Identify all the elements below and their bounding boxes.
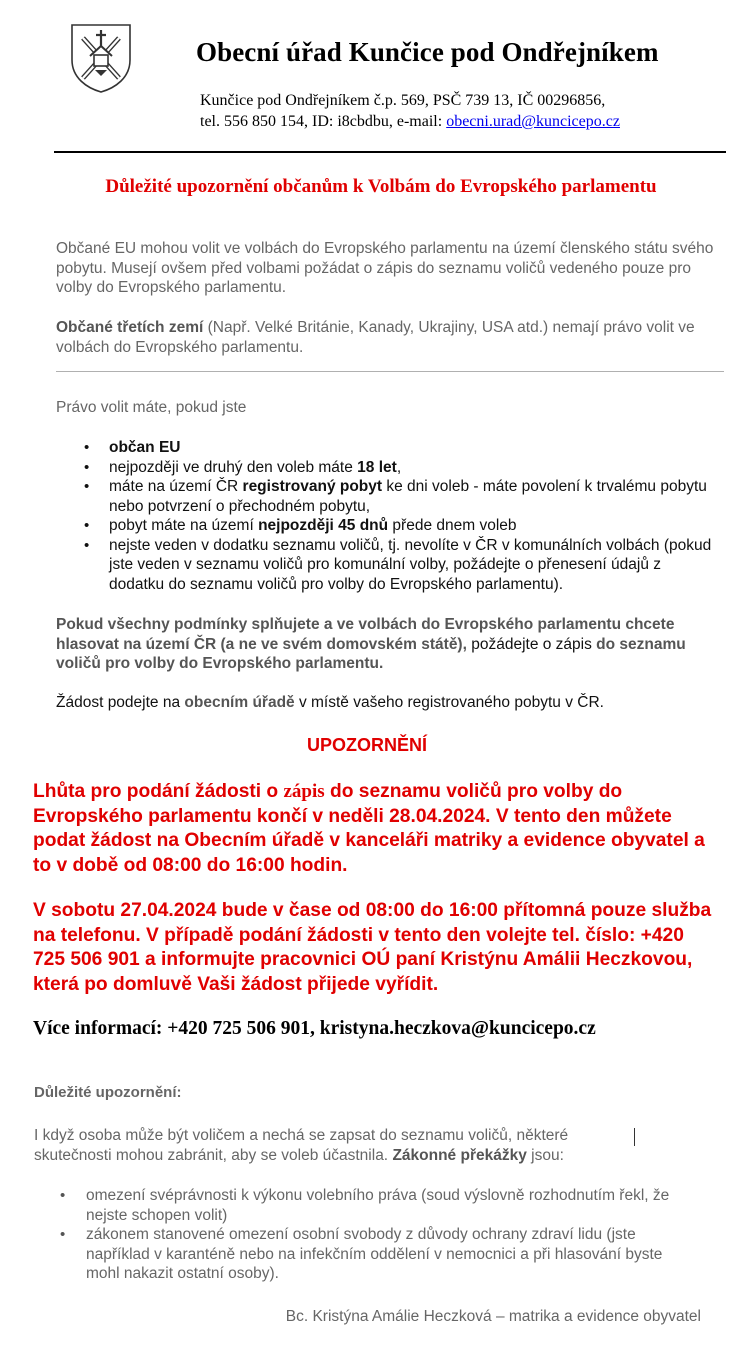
conditions-paragraph (56, 615, 726, 674)
conditions-bold-2: do seznamu voličů pro volby do Evropského parlamentu. (56, 635, 686, 672)
text-cursor (634, 1128, 635, 1146)
page-title: Důležité upozornění občanům k Volbám do Evropského parlamentu (105, 176, 657, 197)
address-line-2 (200, 111, 620, 132)
eligibility-list (56, 438, 716, 594)
organization-address (200, 90, 620, 132)
contact-info: tel. 556 850 154, ID: i8cbdbu, e-mail: (200, 113, 447, 130)
important-notice-heading: Důležité upozornění: (34, 1084, 182, 1101)
important-notice-text: I když osoba může být voličem a nechá se zapsat do seznamu voličů, některé skutečnosti mohou zabránit, aby se voleb účastnila. Zákonné překážky jsou: (34, 1127, 569, 1164)
section-divider (56, 371, 724, 372)
warning-heading: UPOZORNĚNÍ (306, 735, 427, 755)
deadline-paragraph: Lhůta pro podání žádosti o zápis do seznamu voličů pro volby do Evropského parlamentu končí v neděli 28.04.2024. V tento den můžete podat žádost na Obecním úřadě v kanceláři matriky a evidence obyvatel a to v době od 08:00 do 16:00 hodin. (33, 781, 705, 876)
eligibility-lead: Právo volit máte, pokud jste (56, 399, 247, 416)
legal-obstacle-item: • zákonem stanovené omezení osobní svobody z důvody ochrany zdraví lidu (jste například v karanténě nebo na infekčním oddělení v nemocnici a při hlasování byste mohl nakazit ostatní osoby). (34, 1225, 694, 1284)
letterhead (0, 0, 734, 155)
third-countries-label: Občané třetích zemí (56, 319, 204, 336)
intro-paragraph-eu-citizens: Občané EU mohou volit ve volbách do Evropského parlamentu na území členského státu svého pobytu. Musejí ovšem před volbami požádat o zápis do seznamu voličů vedeného pouze pro volby do Evropského parlamentu. (56, 240, 714, 296)
eligibility-item: • máte na území ČR registrovaný pobyt ke dni voleb - máte povolení k trvalému pobytu nebo potvrzení o přechodném pobytu, (56, 477, 716, 516)
third-countries-text: (Např. Velké Británie, Kanady, Ukrajiny, USA atd.) nemají právo volit ve volbách do Evropského parlamentu. (56, 319, 695, 356)
email-link[interactable]: obecni.urad@kuncicepo.cz (446, 113, 620, 130)
conditions-text: požádejte o zápis (466, 635, 597, 653)
application-paragraph: Žádost podejte na obecním úřadě v místě vašeho registrovaného pobytu v ČR. (56, 694, 604, 711)
eligibility-item: • nejste veden v dodatku seznamu voličů, tj. nevolíte v ČR v komunálních volbách (pokud jste veden v seznamu voličů pro komunální volby, požádejte o přenesení údajů z dodatku do seznamu voličů pro volby do Evropského parlamentu). (56, 536, 716, 595)
address-line-1: Kunčice pod Ondřejníkem č.p. 569, PSČ 739 13, IČ 00296856, (200, 92, 606, 109)
intro-paragraph-third-countries (56, 318, 726, 357)
signature: Bc. Kristýna Amálie Heczková – matrika a evidence obyvatel (285, 1308, 701, 1325)
legal-obstacles-label: Zákonné překážky (392, 1146, 527, 1164)
coat-of-arms-icon (69, 22, 133, 94)
eligibility-item: • nejpozději ve druhý den voleb máte 18 let, (56, 458, 716, 478)
organization-name: Obecní úřad Kunčice pod Ondřejníkem (196, 37, 659, 67)
legal-obstacle-item: • omezení svéprávnosti k výkonu volebního práva (soud výslovně rozhodnutím řekl, že nejste schopen volit) (34, 1186, 694, 1225)
conditions-bold: Pokud všechny podmínky splňujete a ve volbách do Evropského parlamentu chcete hlasovat na území ČR (a ne ve svém domovském státě), (56, 616, 675, 653)
saturday-service-paragraph: V sobotu 27.04.2024 bude v čase od 08:00 do 16:00 přítomná pouze služba na telefonu. V případě podání žádosti v tento den volejte tel. číslo: +420 725 506 901 a informujte pracovnici OÚ paní Kristýnu Amálii Heczkovou, která po domluvě Vaši žádost přijede vyřídit. (33, 900, 712, 995)
more-info-contact: Více informací: +420 725 506 901, kristyna.heczkova@kuncicepo.cz (33, 1018, 596, 1039)
eligibility-item: • občan EU (56, 438, 716, 458)
legal-obstacles-list (34, 1186, 694, 1284)
eligibility-item: • pobyt máte na území nejpozději 45 dnů přede dnem voleb (56, 516, 716, 536)
header-divider (54, 151, 726, 153)
office-label: obecním úřadě (184, 694, 295, 711)
